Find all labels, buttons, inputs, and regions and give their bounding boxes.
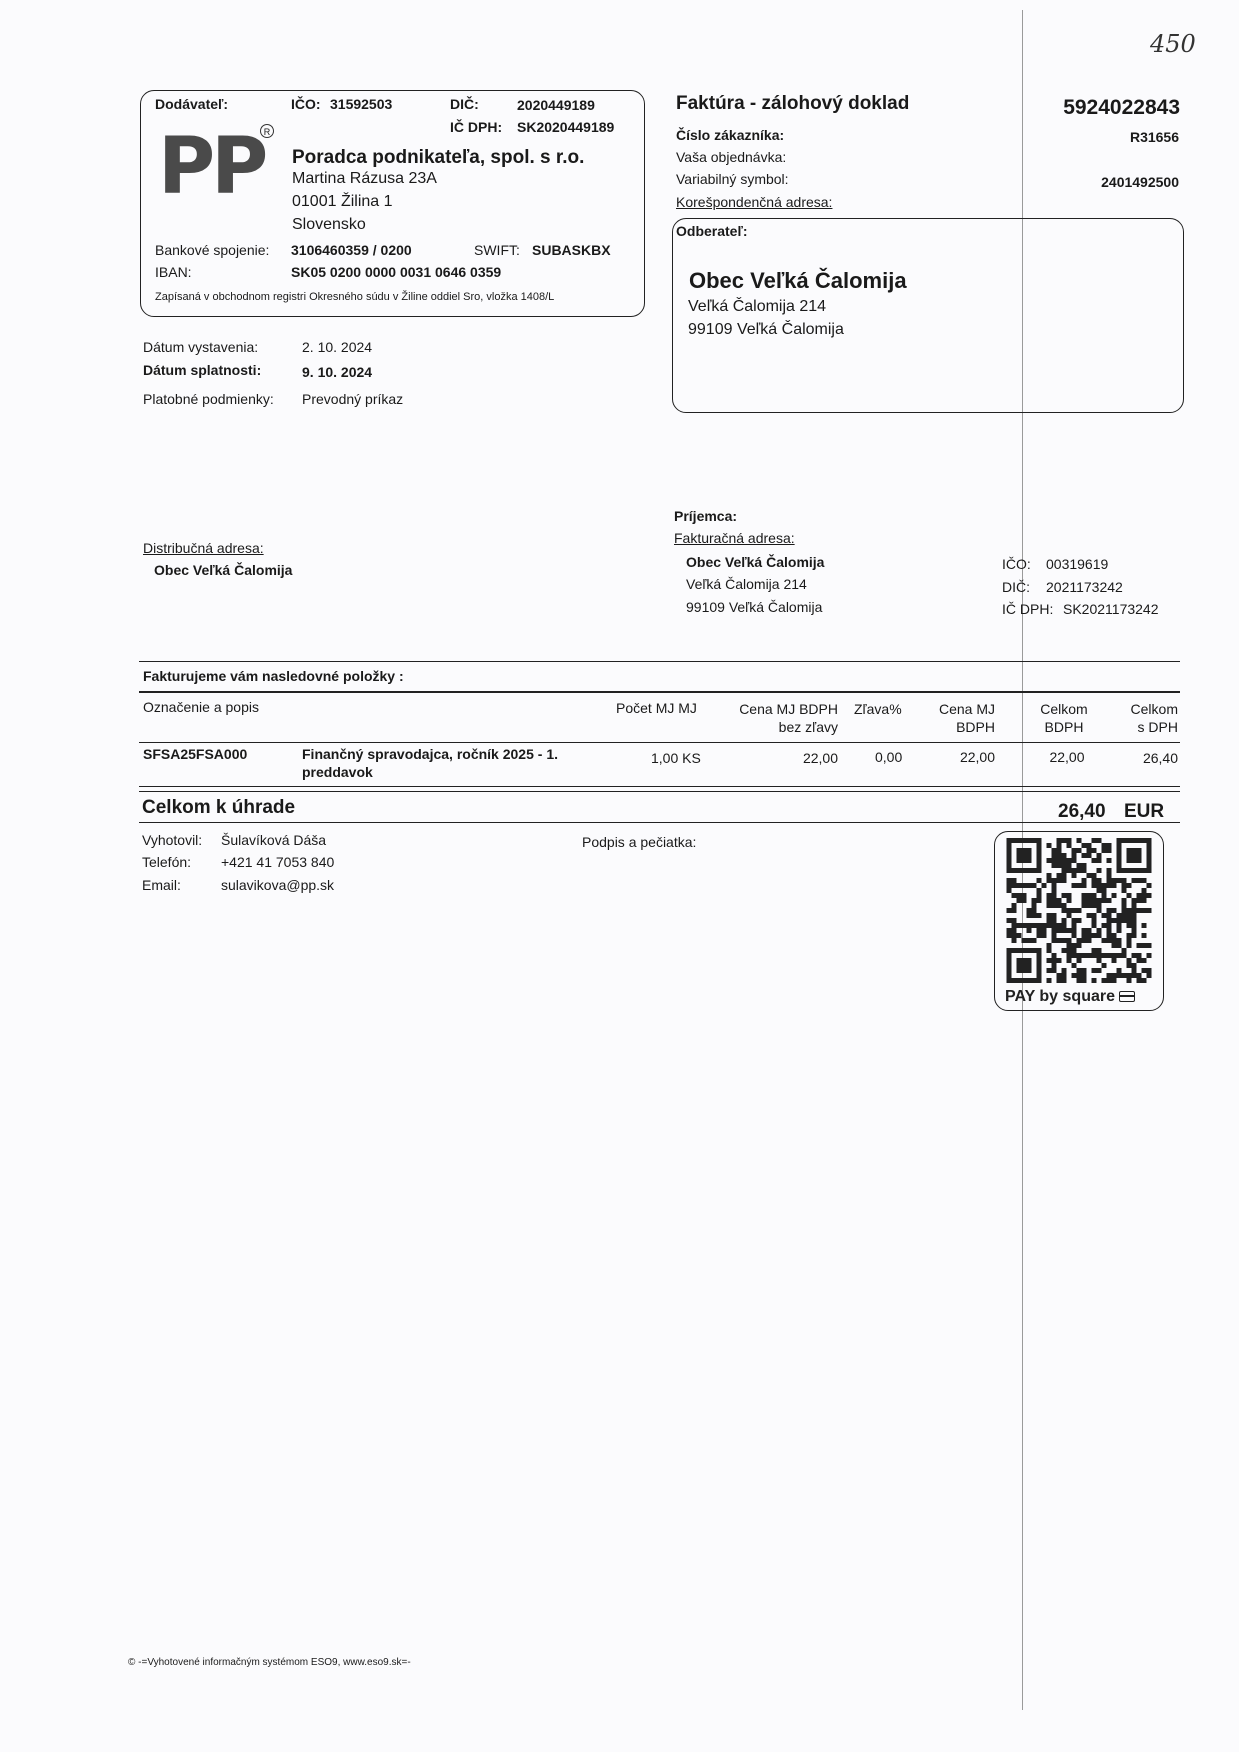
register-note: Zapísaná v obchodnom registri Okresného súdu v Žiline oddiel Sro, vložka 1408/L [155,291,555,303]
pay-by-square-text: PAY by square [1005,988,1115,1005]
item-total-vat: 26,40 [1142,750,1178,766]
registered-mark-icon: R [260,124,274,138]
billing-address-label: Fakturačná adresa: [674,530,795,546]
total-top-rule-1 [139,786,1180,787]
recipient-dic: 2021173242 [1046,579,1123,595]
bank-label: Bankové spojenie: [155,242,270,258]
col-unit-header: Cena MJ [938,701,995,717]
invoice-title: Faktúra - zálohový doklad [676,93,910,114]
items-rows-rule [139,742,1180,743]
total-label: Celkom k úhrade [142,797,296,818]
recipient-street: Veľká Čalomija 214 [686,576,807,592]
col-total-header: Celkom [1040,701,1088,717]
recipient-label: Príjemca: [674,508,738,524]
supplier-ico-label: IČO: [291,96,321,112]
buyer-city: 99109 Veľká Čalomija [688,321,844,338]
col-total-vat-header: Celkom [1130,701,1178,717]
order-label: Vaša objednávka: [676,149,787,165]
issued-by-label: Vyhotovil: [142,832,203,848]
item-price: 22,00 [802,750,838,766]
phone: +421 41 7053 840 [221,854,335,870]
issue-date-label: Dátum vystavenia: [143,339,259,355]
variable-symbol-label: Variabilný symbol: [676,171,789,187]
items-top-rule [139,661,1180,662]
total-bottom-rule [139,822,1180,823]
buyer-label: Odberateľ: [676,223,748,239]
swift-code: SUBASKBX [532,242,611,258]
distribution-label: Distribučná adresa: [143,540,264,556]
variable-symbol: 2401492500 [1101,174,1179,190]
supplier-name: Poradca podnikateľa, spol. s r.o. [292,147,585,168]
total-top-rule-2 [139,791,1180,792]
recipient-icdph: SK2021173242 [1063,601,1159,617]
total-amount: 26,40 [1058,801,1106,822]
items-heading: Fakturujeme vám nasledovné položky : [143,668,404,684]
col-price-header-2: bez zľavy [778,719,838,735]
recipient-city: 99109 Veľká Čalomija [686,599,823,615]
col-discount-header: Zľava% [854,701,902,717]
supplier-dic-label: DIČ: [450,96,479,112]
recipient-icdph-label: IČ DPH: [1002,601,1054,617]
email-label: Email: [142,877,181,893]
payment-terms: Prevodný príkaz [302,391,404,407]
customer-number: R31656 [1129,129,1179,145]
swift-label: SWIFT: [474,242,520,258]
invoice-number: 5924022843 [1063,96,1180,119]
buyer-street: Veľká Čalomija 214 [688,298,827,315]
item-quantity: 1,00 KS [651,750,701,766]
pay-by-square-label [1005,988,1135,1006]
issue-date: 2. 10. 2024 [302,339,373,355]
pp-logo: PP [158,122,265,212]
supplier-icdph: SK2020449189 [517,119,615,135]
distribution-name: Obec Veľká Čalomija [154,562,293,578]
item-description-2: preddavok [302,764,373,780]
supplier-country: Slovensko [292,216,366,233]
col-total-header-2: BDPH [1044,719,1084,735]
signature-label: Podpis a pečiatka: [582,834,697,850]
issued-by: Šulavíková Dáša [221,832,327,848]
supplier-icdph-label: IČ DPH: [450,119,503,135]
due-date-label: Dátum splatnosti: [143,362,262,378]
item-unit-price: 22,00 [959,749,995,765]
phone-label: Telefón: [142,854,192,870]
col-desc-header: Označenie a popis [143,699,259,715]
items-header-rule [139,691,1180,693]
item-total: 22,00 [1049,749,1085,765]
supplier-city: 01001 Žilina 1 [292,193,393,210]
supplier-ico: 31592503 [330,96,393,112]
payment-terms-label: Platobné podmienky: [143,391,274,407]
qr-code-icon [1003,838,1155,983]
total-currency: EUR [1124,801,1165,822]
correspondence-label: Korešpondenčná adresa: [676,194,833,210]
col-price-header: Cena MJ BDPH [739,701,838,717]
supplier-dic: 2020449189 [517,97,595,113]
due-date: 9. 10. 2024 [302,364,373,380]
supplier-label: Dodávateľ: [155,96,229,112]
footer-note: © -=Vyhotovené informačným systémom ESO9, www.eso9.sk=- [128,1657,411,1668]
item-discount: 0,00 [875,749,903,765]
col-total-vat-header-2: s DPH [1137,719,1178,735]
col-unit-header-2: BDPH [956,719,995,735]
recipient-dic-label: DIČ: [1002,579,1030,595]
card-icon [1119,991,1135,1002]
supplier-street: Martina Rázusa 23A [292,170,437,187]
iban-value: SK05 0200 0000 0031 0646 0359 [291,264,502,280]
recipient-ico-label: IČO: [1002,556,1031,572]
item-code: SFSA25FSA000 [143,746,248,762]
item-description: Finančný spravodajca, ročník 2025 - 1. [302,746,558,762]
bank-account: 3106460359 / 0200 [291,242,412,258]
email: sulavikova@pp.sk [221,877,335,893]
recipient-name: Obec Veľká Čalomija [686,554,825,570]
iban-label: IBAN: [155,264,192,280]
col-qty-header: Počet MJ MJ [616,700,697,716]
handwritten-note: 450 [1150,30,1196,58]
customer-number-label: Číslo zákazníka: [676,127,785,143]
buyer-name: Obec Veľká Čalomija [689,268,907,293]
recipient-ico: 00319619 [1046,556,1109,572]
